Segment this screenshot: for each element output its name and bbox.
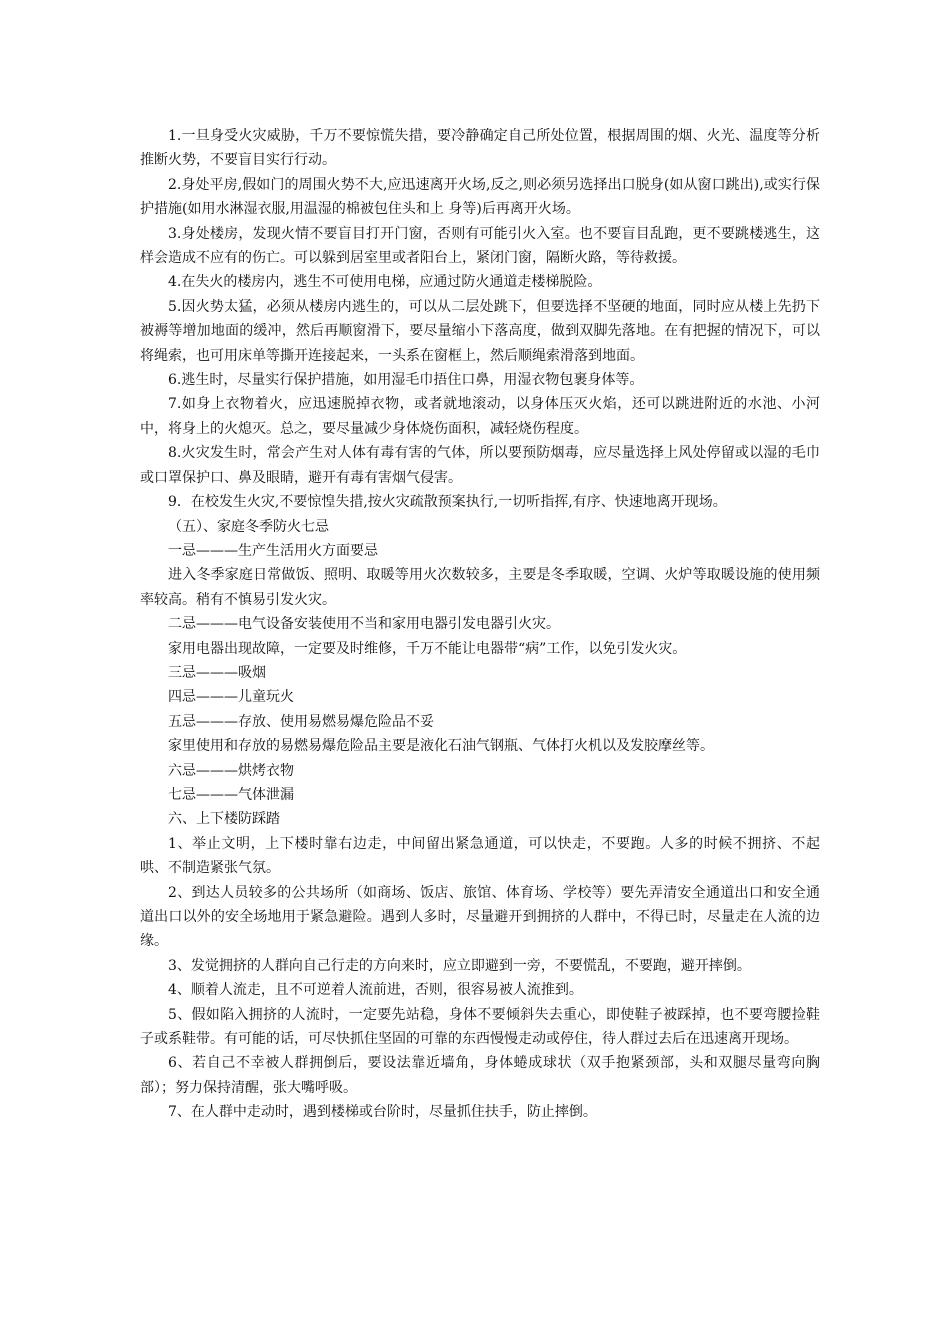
paragraph: 6、若自己不幸被人群拥倒后，要设法靠近墙角，身体蜷成球状（双手抱紧颈部，头和双腿尽量弯向胸部）；努力保持清醒，张大嘴呼吸。 — [140, 1055, 820, 1096]
paragraph: 六忌———烘烤衣物 — [168, 762, 294, 779]
paragraph: 二忌———电气设备安装使用不当和家用电器引发电器引火灾。 — [168, 616, 560, 633]
paragraph: 4、顺着人流走，且不可逆着人流前进，否则，很容易被人流推到。 — [168, 982, 583, 999]
section-heading: 六、上下楼防踩踏 — [168, 811, 280, 828]
paragraph: 家里使用和存放的易燃易爆危险品主要是液化石油气钢瓶、气体打火机以及发胶摩丝等。 — [168, 738, 714, 755]
paragraph: 9．在校发生火灾,不要惊惶失措,按火灾疏散预案执行,一切听指挥,有序、快速地离开现场。 — [168, 494, 727, 511]
paragraph: 五忌———存放、使用易燃易爆危险品不妥 — [168, 713, 434, 730]
paragraph: 2.身处平房,假如门的周围火势不大,应迅速离开火场,反之,则必须另选择出口脱身(如从窗口跳出),或实行保护措施(如用水淋湿衣服,用温湿的棉被包住头和上 身等)后再离开火场。 — [140, 176, 820, 218]
paragraph: 7、在人群中走动时，遇到楼梯或台阶时，尽量抓住扶手，防止摔倒。 — [168, 1104, 597, 1121]
paragraph: 四忌———儿童玩火 — [168, 689, 294, 706]
section-heading: （五）、家庭冬季防火七忌 — [168, 518, 329, 535]
paragraph: 5.因火势太猛，必须从楼房内逃生的，可以从二层处跳下，但要选择不坚硬的地面，同时应从楼上先扔下被褥等增加地面的缓冲，然后再顺窗滑下，要尽量缩小下落高度，做到双脚先落地。在有把握的情况下，可以将绳索，也可用床单等撕开连接起来，一头系在窗框上，然后顺绳索滑落到地面。 — [140, 298, 820, 364]
paragraph: 4.在失火的楼房内，逃生不可使用电梯，应通过防火通道走楼梯脱险。 — [168, 274, 602, 291]
paragraph: 家用电器出现故障，一定要及时维修，千万不能让电器带“病”工作，以免引发火灾。 — [168, 640, 687, 657]
paragraph: 3.身处楼房，发现火情不要盲目打开门窗，否则有可能引火入室。也不要盲目乱跑，更不要跳楼逃生，这样会造成不应有的伤亡。可以躲到居室里或者阳台上，紧闭门窗，隔断火路，等待救援。 — [140, 225, 820, 267]
paragraph: 一忌———生产生活用火方面要忌 — [168, 542, 378, 559]
document-body — [140, 124, 820, 1125]
paragraph: 6.逃生时，尽量实行保护措施，如用湿毛巾捂住口鼻，用湿衣物包裹身体等。 — [168, 372, 644, 389]
paragraph: 三忌———吸烟 — [168, 664, 266, 681]
paragraph: 七忌———气体泄漏 — [168, 786, 294, 803]
paragraph: 8.火灾发生时，常会产生对人体有毒有害的气体，所以要预防烟毒，应尽量选择上风处停留或以湿的毛巾或口罩保护口、鼻及眼睛，避开有毒有害烟气侵害。 — [140, 445, 820, 486]
paragraph: 5、假如陷入拥挤的人流时，一定要先站稳，身体不要倾斜失去重心，即使鞋子被踩掉，也不要弯腰捡鞋子或系鞋带。有可能的话，可尽快抓住坚固的可靠的东西慢慢走动或停住，待人群过去后在迅速离开现场。 — [140, 1006, 820, 1048]
paragraph: 1、举止文明，上下楼时靠右边走，中间留出紧急通道，可以快走，不要跑。人多的时候不拥挤、不起哄、不制造紧张气氛。 — [140, 835, 820, 877]
paragraph: 3、发觉拥挤的人群向自己行走的方向来时，应立即避到一旁，不要慌乱，不要跑，避开摔倒。 — [168, 957, 751, 974]
paragraph: 进入冬季家庭日常做饭、照明、取暖等用火次数较多，主要是冬季取暖，空调、火炉等取暖设施的使用频率较高。稍有不慎易引发火灾。 — [140, 567, 820, 608]
paragraph: 7.如身上衣物着火，应迅速脱掉衣物，或者就地滚动，以身体压灭火焰，还可以跳进附近的水池、小河中，将身上的火熄灭。总之，要尽量减少身体烧伤面积，减轻烧伤程度。 — [140, 396, 820, 437]
paragraph: 1.一旦身受火灾威胁，千万不要惊慌失措，要冷静确定自己所处位置，根据周围的烟、火光、温度等分析推断火势，不要盲目实行行动。 — [140, 128, 820, 169]
paragraph: 2、到达人员较多的公共场所（如商场、饭店、旅馆、体育场、学校等）要先弄清安全通道出口和安全通道出口以外的安全场地用于紧急避险。遇到人多时，尽量避开到拥挤的人群中，不得已时，尽量走在人流的边缘。 — [140, 884, 820, 950]
